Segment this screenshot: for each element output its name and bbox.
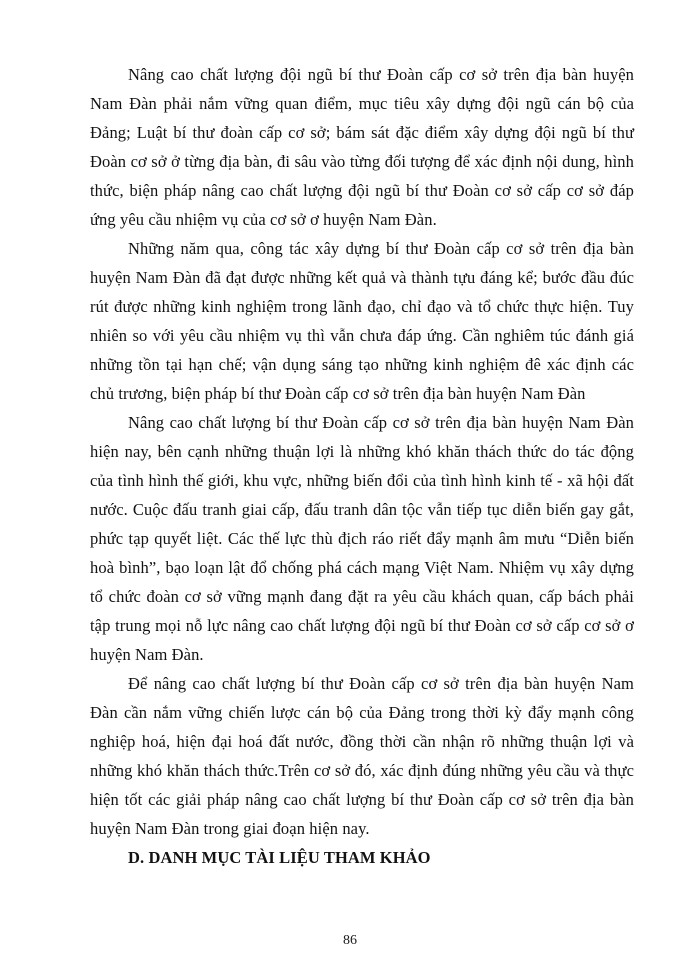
paragraph: Để nâng cao chất lượng bí thư Đoàn cấp cơ sở trên địa bàn huyện Nam Đàn cần nắm vững chiến lược cán bộ của Đảng trong thời kỳ đẩy mạnh công nghiệp hoá, hiện đại hoá đất nước, đồng thời cần nhận rõ những thuận lợi và những khó khăn thách thức.Trên cơ sở đó, xác định đúng những yêu cầu và thực hiện tốt các giải pháp nâng cao chất lượng bí thư Đoàn cấp cơ sở trên địa bàn huyện Nam Đàn trong giai đoạn hiện nay. [90,674,634,838]
text-block [90,60,634,872]
paragraph: Những năm qua, công tác xây dựng bí thư Đoàn cấp cơ sở trên địa bàn huyện Nam Đàn đã đạt được những kết quả và thành tựu đáng kể; bước đầu đúc rút được những kinh nghiệm trong lãnh đạo, chỉ đạo và tổ chức thực hiện. Tuy nhiên so với yêu cầu nhiệm vụ thì vẫn chưa đáp ứng. Cần nghiêm túc đánh giá những tồn tại hạn chế; vận dụng sáng tạo những kinh nghiệm đê xác định các chủ trương, biện pháp bí thư Đoàn cấp cơ sở trên địa bàn huyện Nam Đàn [90,239,634,403]
section-heading: D. DANH MỤC TÀI LIỆU THAM KHẢO [128,848,431,867]
paragraph: Nâng cao chất lượng bí thư Đoàn cấp cơ sở trên địa bàn huyện Nam Đàn hiện nay, bên cạnh những thuận lợi là những khó khăn thách thức do tác động của tình hình thế giới, khu vực, những biến đổi của tình hình kinh tế - xã hội đất nước. Cuộc đấu tranh giai cấp, đấu tranh dân tộc vẫn tiếp tục diễn biến gay gắt, phức tạp quyết liệt. Các thế lực thù địch ráo riết đẩy mạnh âm mưu “Diễn biến hoà bình”, bạo loạn lật đổ chống phá cách mạng Việt Nam. Nhiệm vụ xây dựng tổ chức đoàn cơ sở vững mạnh đang đặt ra yêu cầu khách quan, cấp bách phải tập trung mọi nỗ lực nâng cao chất lượng đội ngũ bí thư Đoàn cơ sở cấp cơ sở ơ huyện Nam Đàn. [90,413,634,664]
page-number: 86 [343,933,357,948]
paragraph: Nâng cao chất lượng đội ngũ bí thư Đoàn cấp cơ sở trên địa bàn huyện Nam Đàn phải nắm vững quan điểm, mục tiêu xây dựng đội ngũ cán bộ của Đảng; Luật bí thư đoàn cấp cơ sở; bám sát đặc điểm xây dựng đội ngũ bí thư Đoàn cơ sở ở từng địa bàn, đi sâu vào từng đối tượng để xác định nội dung, hình thức, biện pháp nâng cao chất lượng đội ngũ bí thư Đoàn cơ sở cấp cơ sở đáp ứng yêu cầu nhiệm vụ của cơ sở ơ huyện Nam Đàn. [90,65,634,229]
